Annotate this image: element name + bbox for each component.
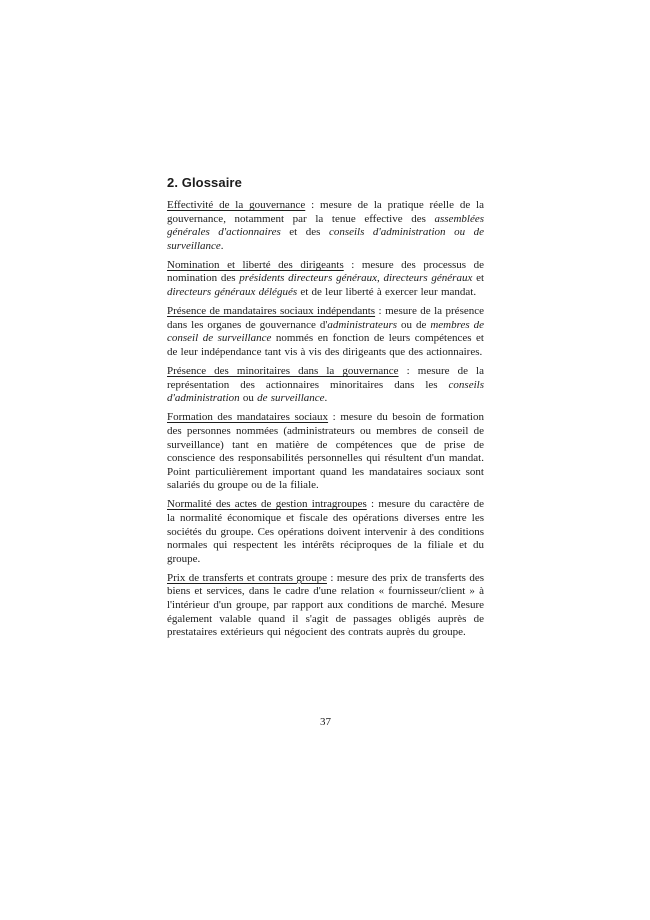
- definition-run: et des: [280, 226, 329, 239]
- definition-run-italic: assemblées générales d'actionnaires: [167, 212, 484, 239]
- definition-run: nommés en fonction de leurs compétences et de leur indépendance tant vis à vis des dirigeants que des actionnaires.: [167, 332, 484, 358]
- definition-run-italic: directeurs généraux délégués: [167, 286, 298, 299]
- definition-run: et: [472, 272, 485, 285]
- definition-run-italic: administrateurs: [327, 318, 398, 331]
- definition-run: .: [324, 392, 328, 405]
- glossary-term: Formation des mandataires sociaux: [167, 411, 329, 424]
- definition-run: : mesure du caractère de la normalité économique et fiscale des opérations diverses entre les sociétés du groupe. Ces opérations doivent intervenir à des conditions normales qui respectent les intérêts réciproques de la filiale et du groupe.: [167, 498, 484, 565]
- definition-run-italic: directeurs généraux: [383, 272, 473, 285]
- glossary: [167, 199, 484, 640]
- definition-run: : mesure de la présence dans les organes de gouvernance d': [167, 305, 484, 331]
- definition-run: .: [220, 239, 224, 252]
- definition-run: et de leur liberté à exercer leur mandat.: [297, 286, 477, 299]
- glossary-term: Présence des minoritaires dans la gouvernance: [167, 365, 399, 378]
- glossary-term: Effectivité de la gouvernance: [167, 199, 306, 211]
- definition-run-italic: de surveillance: [257, 392, 325, 405]
- glossary-entry: [167, 259, 484, 300]
- glossary-entry: [167, 498, 484, 566]
- definition-run: : mesure de la pratique réelle de la gouvernance, notamment par la tenue effective des: [167, 199, 484, 225]
- glossary-entry: [167, 199, 484, 253]
- glossary-term: Nomination et liberté des dirigeants: [167, 258, 344, 271]
- glossary-term: Normalité des actes de gestion intragroupes: [167, 498, 367, 511]
- definition-run: ou: [239, 392, 258, 405]
- glossary-term: Présence de mandataires sociaux indépendants: [167, 305, 376, 318]
- glossary-entry: [167, 572, 484, 640]
- definition-run-italic: conseils d'administration: [167, 378, 484, 405]
- text-block: [167, 175, 484, 645]
- definition-run: : mesure des prix de transferts des biens et services, dans le cadre d'une relation « fournisseur/client » à l'intérieur d'un groupe, par rapport aux conditions de marché. Mesure également valable quand il s'agit de passages obligés auprès de prestataires extérieurs qui négocient des contrats auprès du groupe.: [167, 571, 484, 639]
- definition-run: : mesure de la représentation des actionnaires minoritaires dans les: [167, 365, 484, 391]
- glossary-term: Prix de transferts et contrats groupe: [167, 571, 327, 584]
- glossary-entry: [167, 411, 484, 493]
- glossary-entry: [167, 305, 484, 359]
- section-heading: 2. Glossaire: [167, 175, 242, 190]
- definition-run: : mesure du besoin de formation des personnes nommées (administrateurs ou membres de conseil de surveillance) tant en matière de compétences que de prise de conscience des responsabilités personnelles qui résultent d'un mandat. Point particulièrement important quand les mandataires sociaux sont salariés du groupe ou de la filiale.: [167, 411, 484, 492]
- definition-run-italic: membres de conseil de surveillance: [167, 318, 484, 345]
- definition-run: ou de: [397, 318, 431, 331]
- definition-run: : mesure des processus de nomination des: [167, 258, 484, 285]
- definition-run: ,: [377, 272, 384, 285]
- definition-run-italic: présidents directeurs généraux: [239, 272, 378, 285]
- definition-run-italic: conseils d'administration ou de surveillance: [167, 226, 484, 252]
- glossary-entry: [167, 365, 484, 406]
- page-number: 37: [320, 716, 331, 728]
